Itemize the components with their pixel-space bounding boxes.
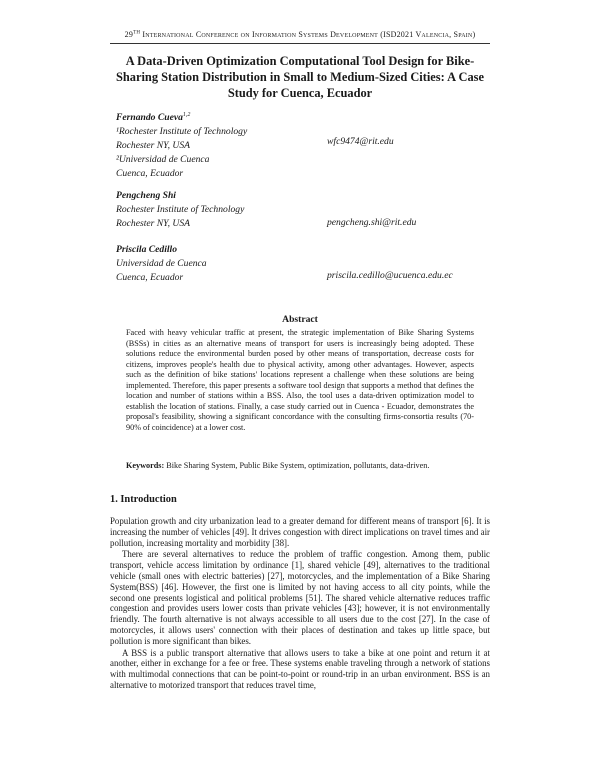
affiliation-line: Rochester NY, USA [116, 140, 190, 152]
abstract-heading: Abstract [282, 314, 318, 325]
author-affiliation-marker: 1,2 [182, 112, 191, 118]
affiliation-line: Cuenca, Ecuador [116, 272, 184, 283]
affiliation-line: Universidad de Cuenca [116, 258, 207, 269]
affiliation-line: Rochester NY, USA [116, 218, 190, 229]
abstract-text: Faced with heavy vehicular traffic at present, the strategic implementation of Bike Sharing Systems (BSSs) in cities as an alternative means of transport for users is increasingly being adopted. These solutions reduce the environmental burden posed by other means of transportation, decrease costs for citizens, improves people's health due to physical activity, among other advantages. However, aspects such as the definition of bike stations' locations represent a challenge when these solutions are being implemented. Therefore, this paper presents a software tool design that supports a method that defines the location and number of stations within a BSS. Also, the tool uses a data-driven optimization model to establish the location of stations. Finally, a case study carried out in Cuenca - Ecuador, demonstrates the proposal's feasibility, showing a significant concordance with the consulting firms-consortia results (70-90% of coincidence) at a lower cost. [126, 328, 474, 432]
keywords-label: Keywords: [126, 461, 165, 470]
author-email: wfc9474@rit.edu [327, 136, 394, 147]
keywords-list: Bike Sharing System, Public Bike System, optimization, pollutants, data-driven. [166, 461, 430, 470]
running-header-text: International Conference on Information Systems Development (ISD2021 Valencia, Spain) [140, 30, 476, 39]
affiliation-line: Rochester Institute of Technology [116, 204, 245, 215]
section-body [110, 516, 490, 691]
author-email: pengcheng.shi@rit.edu [327, 217, 417, 228]
author-block-3 [116, 243, 207, 285]
keywords [126, 461, 474, 472]
author-name: Pengcheng Shi [116, 190, 176, 201]
section-heading: 1. Introduction [110, 494, 177, 505]
paragraph: There are several alternatives to reduce the problem of traffic congestion. Among them, public transport, vehicle access limitation by ordinance [1], shared vehicle [49], alternatives to the traditional vehicle (small ones with electric batteries) [27], motorcycles, and the implementation of a Bike Sharing System(BSS) [46]. However, the first one is limited by not having access to all city points, while the second one presents logistical and political problems [51]. The shared vehicle alternative reduces traffic congestion and provides users lower costs than private vehicles [43]; however, it is not environmentally friendly. The fourth alternative is not always accessible to all users due to the cost [27]. In the case of motorcycles, it allows users' connection with their places of destination and takes up little space, but pollution is more significant than bikes. [110, 549, 490, 646]
author-block-1 [116, 108, 247, 181]
paper-title: A Data-Driven Optimization Computational Tool Design for Bike-Sharing Station Distribution in Small to Medium-Sized Cities: A Case Study for Cuenca, Ecuador [116, 54, 484, 100]
author-block-2 [116, 189, 244, 231]
affiliation-line: ²Universidad de Cuenca [116, 154, 210, 166]
running-header [110, 30, 490, 39]
running-header-ordinal: TH [133, 30, 141, 36]
header-rule [110, 43, 490, 44]
running-header-number: 29 [124, 30, 134, 39]
author-email: priscila.cedillo@ucuenca.edu.ec [327, 270, 453, 281]
paragraph: A BSS is a public transport alternative that allows users to take a bike at one point and return it at another, either in exchange for a fee or free. These systems enable traveling through a network of stations with multimodal connections that can be point-to-point or round-trip in an urban environment. BSS is an alternative to motorized transport that reduces travel time, [110, 647, 490, 690]
affiliation-line: ¹Rochester Institute of Technology [116, 126, 248, 138]
affiliation-line: Cuenca, Ecuador [116, 168, 184, 180]
author-name: Fernando Cueva [116, 112, 183, 124]
paragraph: Population growth and city urbanization lead to a greater demand for different means of transport [6]. It is increasing the number of vehicles [49]. It drives congestion with direct implications on travel times and air pollution, increasing mortality and morbidity [38]. [110, 516, 490, 548]
author-name: Priscila Cedillo [116, 244, 178, 255]
